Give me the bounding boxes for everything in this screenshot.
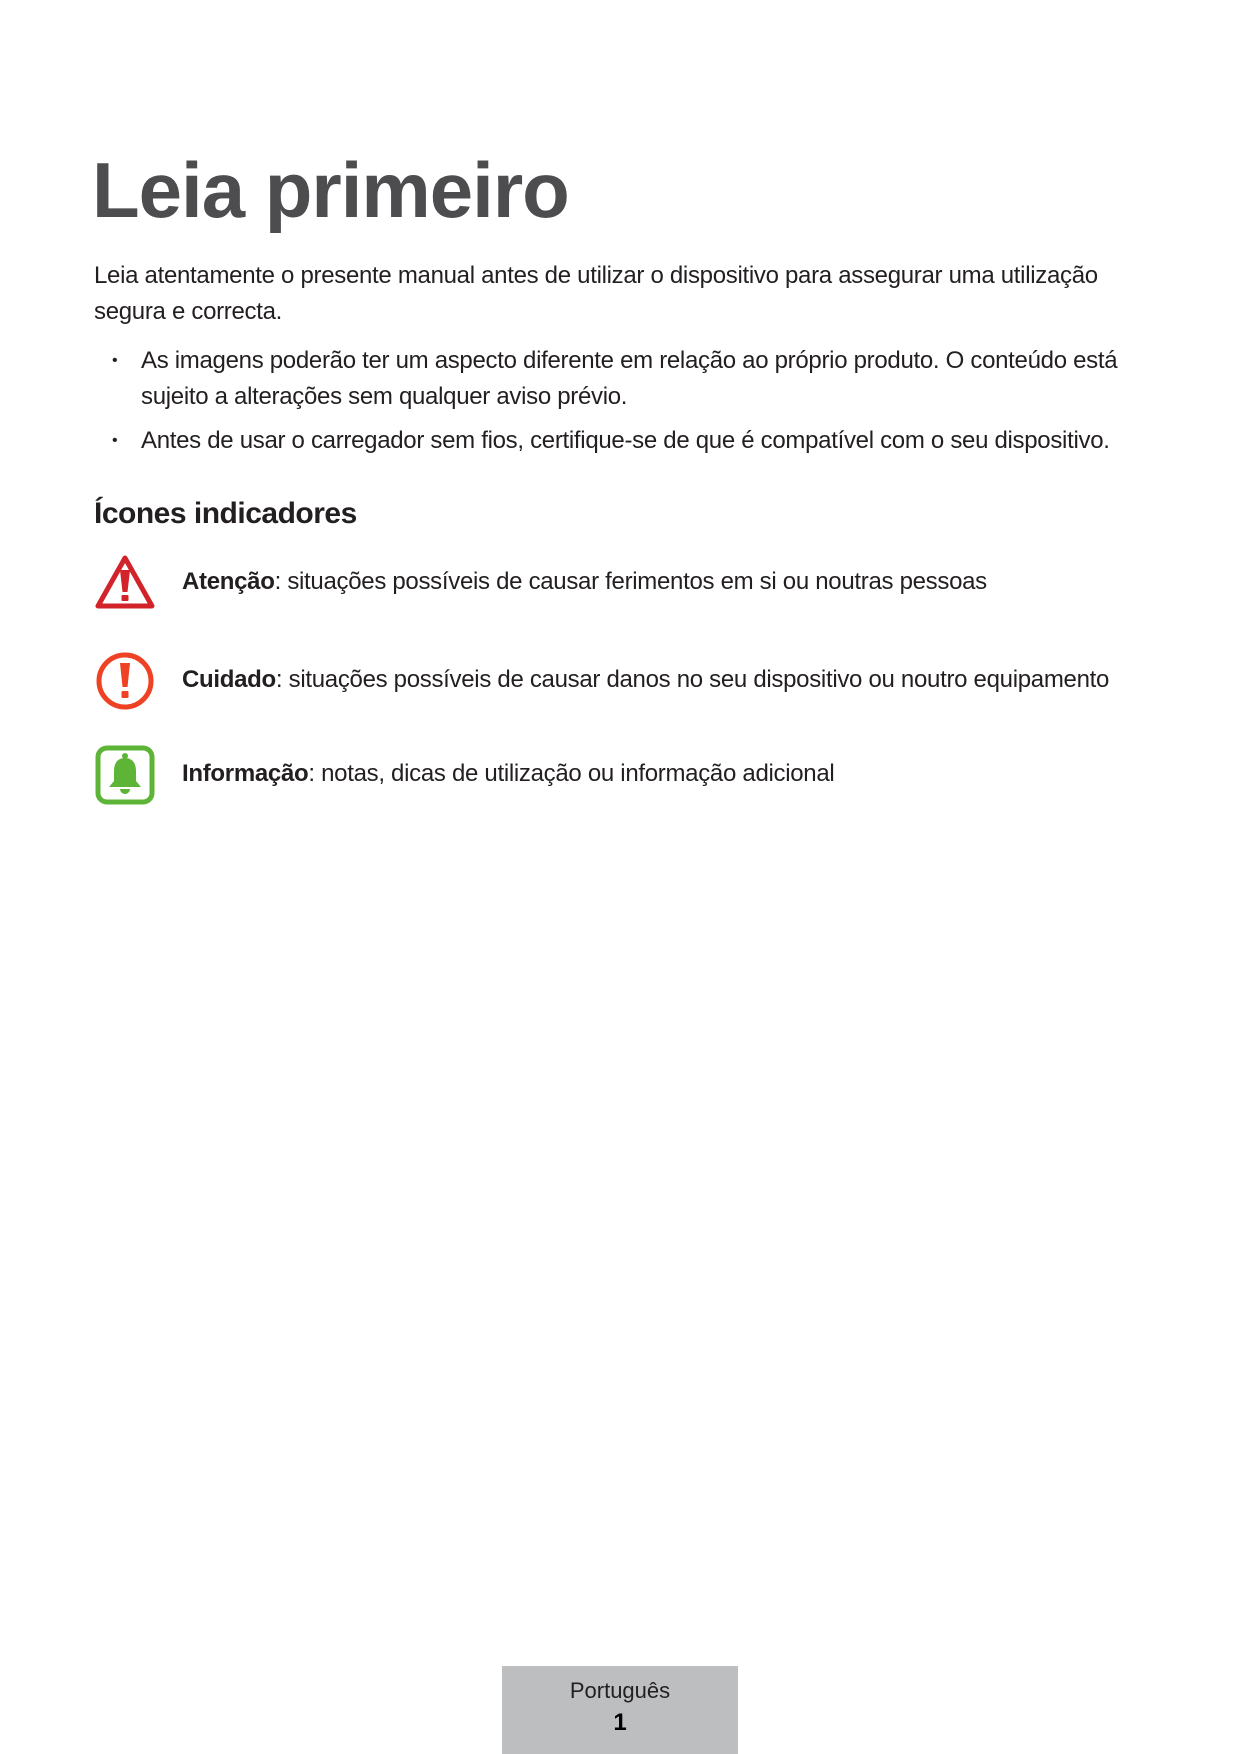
intro-paragraph: Leia atentamente o presente manual antes de utilizar o dispositivo para assegurar uma utilização segura e correcta. [94,262,1098,325]
page-title: Leia primeiro [92,146,569,234]
indicator-description: : situações possíveis de causar danos no seu dispositivo ou noutro equipamento [275,666,1110,693]
indicator-text [182,662,1109,698]
caution-circle-icon [94,650,156,712]
indicator-info [94,744,1174,806]
section-heading: Ícones indicadores [94,497,357,530]
list-item-text: As imagens poderão ter um aspecto diferente em relação ao próprio produto. O conteúdo está sujeito a alterações sem qualquer aviso prévio. [141,347,1118,410]
indicator-caution [94,650,1174,712]
indicator-term: Atenção [182,568,275,595]
indicator-term: Cuidado [182,666,276,693]
notice-list [94,343,1174,467]
warning-triangle-icon [94,552,156,614]
indicator-description: : notas, dicas de utilização ou informação adicional [308,760,835,787]
page-number: 1 [613,1709,627,1736]
list-item-text: Antes de usar o carregador sem fios, certifique-se de que é compatível com o seu dispositivo. [141,427,1110,454]
indicator-text [182,756,834,792]
info-bell-icon [94,744,156,806]
indicator-text [182,564,987,600]
bullet-dot: • [112,352,118,369]
bullet-dot: • [112,432,118,449]
indicator-term: Informação [182,760,309,787]
page-footer [502,1666,738,1754]
footer-language: Português [569,1678,671,1703]
indicator-description: : situações possíveis de causar ferimentos em si ou noutras pessoas [274,568,987,595]
list-item [94,343,1174,415]
indicator-warning [94,552,1174,614]
list-item [94,423,1174,459]
